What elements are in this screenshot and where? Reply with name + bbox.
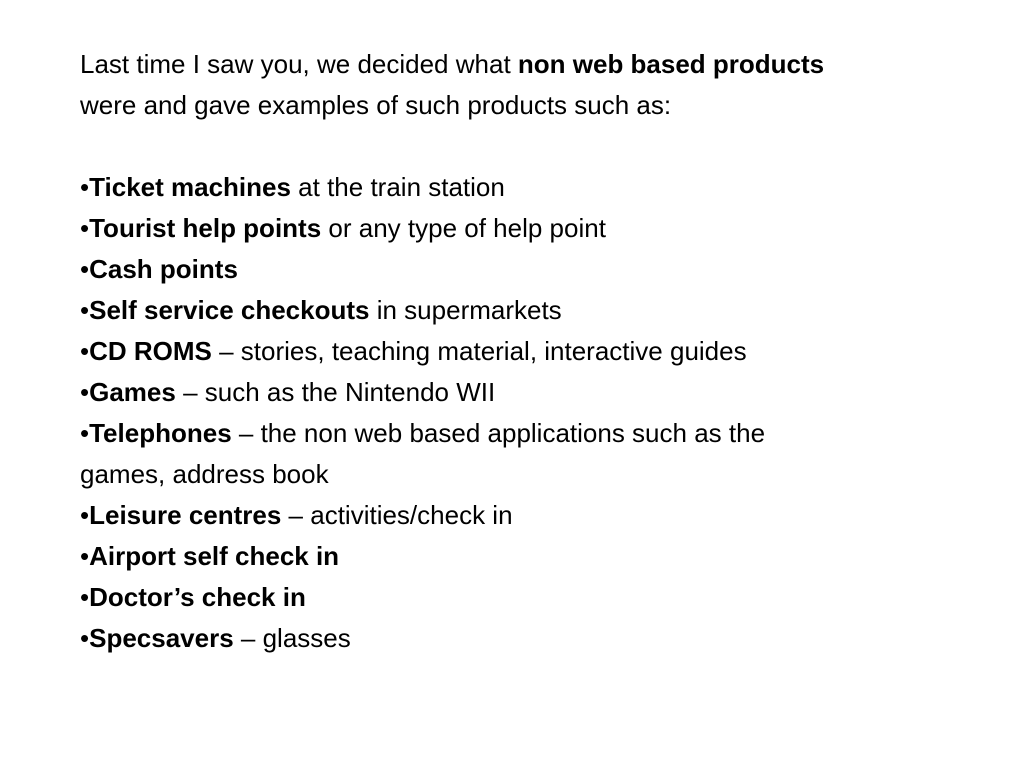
list-item [80,249,980,290]
bullet-icon: • [80,172,90,202]
item-term: Airport self check in [89,541,340,571]
item-description: – the non web based applications such as the [231,418,766,448]
slide-content [80,44,980,659]
bullet-icon: • [80,582,90,612]
item-term: Tourist help points [89,213,322,243]
item-description: – activities/check in [281,500,513,530]
bullet-icon: • [80,254,90,284]
item-term: Telephones [89,418,232,448]
item-description: in supermarkets [369,295,562,325]
list-item [80,331,980,372]
item-term: Leisure centres [89,500,282,530]
list-item [80,577,980,618]
bullet-icon: • [80,213,90,243]
item-description: or any type of help point [321,213,606,243]
item-term: Games [89,377,176,407]
list-item [80,413,980,495]
list-item [80,290,980,331]
bullet-icon: • [80,500,90,530]
item-description: at the train station [290,172,505,202]
bullet-icon: • [80,336,90,366]
intro-paragraph [80,44,980,126]
bullet-icon: • [80,623,90,653]
item-term: Specsavers [89,623,234,653]
item-term: Self service checkouts [89,295,370,325]
bullet-icon: • [80,418,90,448]
intro-text: Last time I saw you, we decided what [80,49,518,79]
item-term: CD ROMS [89,336,212,366]
list-item [80,536,980,577]
spacer [80,126,980,167]
product-list [80,167,980,659]
intro-line-2: were and gave examples of such products such as: [80,90,672,120]
item-description: – stories, teaching material, interactive guides [211,336,747,366]
bullet-icon: • [80,541,90,571]
list-item [80,167,980,208]
item-term: Ticket machines [89,172,291,202]
bullet-icon: • [80,377,90,407]
intro-bold-term: non web based products [517,49,825,79]
item-description-continuation: games, address book [80,459,329,489]
list-item [80,495,980,536]
list-item [80,208,980,249]
item-description: – such as the Nintendo WII [175,377,496,407]
list-item [80,372,980,413]
item-term: Doctor’s check in [89,582,306,612]
item-description: – glasses [233,623,351,653]
item-term: Cash points [89,254,238,284]
bullet-icon: • [80,295,90,325]
list-item [80,618,980,659]
